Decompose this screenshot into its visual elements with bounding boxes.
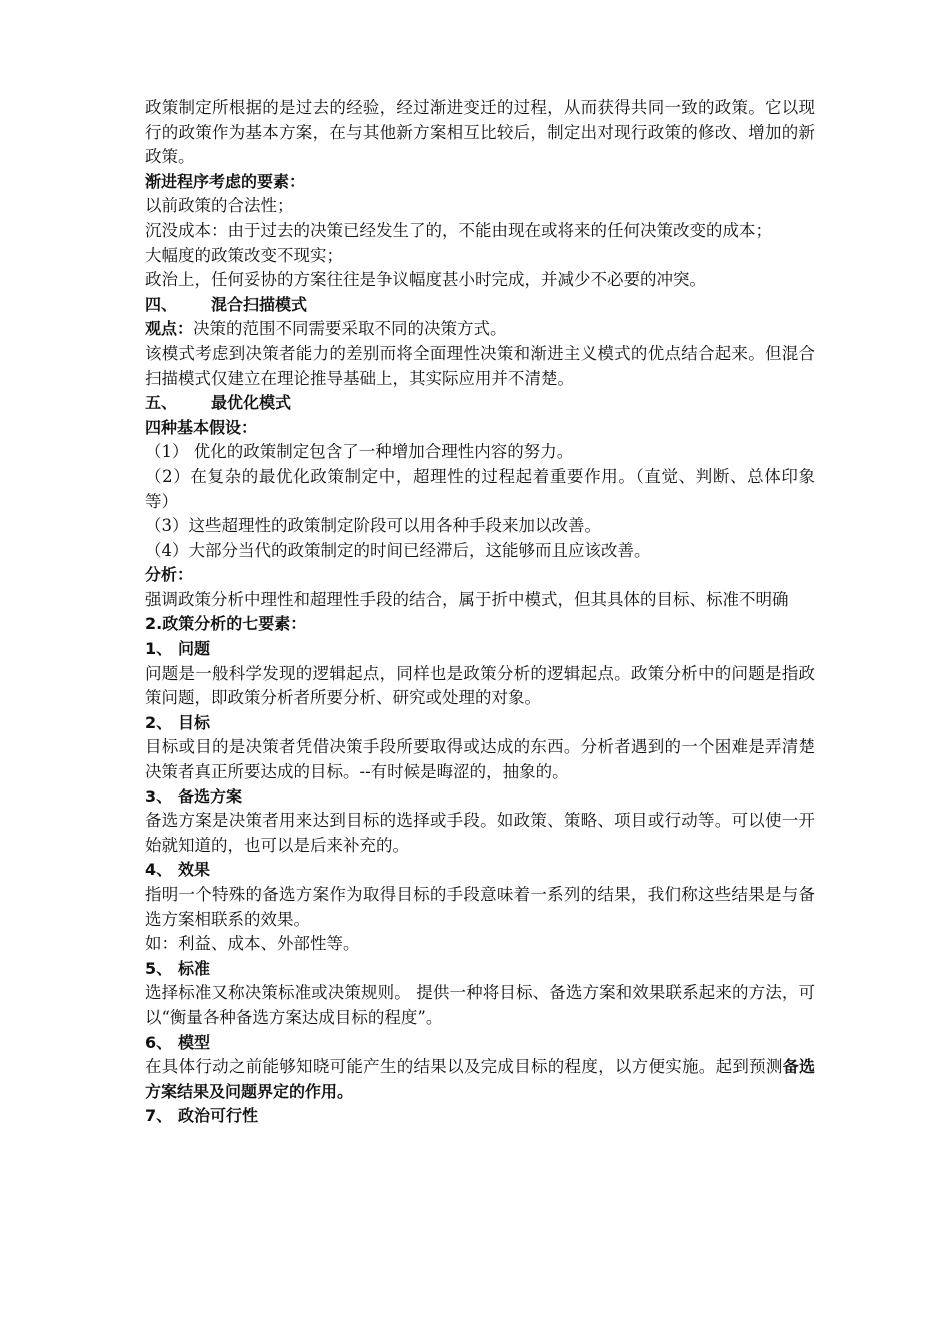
element-heading-problem xyxy=(145,637,815,662)
element-number: 5、 xyxy=(145,958,173,978)
element-heading-effects xyxy=(145,858,815,883)
factor-political-compromise: 政治上，任何妥协的方案往往是争议幅度甚小时完成，并减少不必要的冲突。 xyxy=(145,270,706,290)
element-number: 7、 xyxy=(145,1106,173,1126)
paragraph-incremental-intro: 政策制定所根据的是过去的经验，经过渐进变迁的过程，从而获得共同一致的政策。它以现行的政策作为基本方案，在与其他新方案相互比较后，制定出对现行政策的修改、增加的新政策。 xyxy=(145,98,815,167)
element-title: 政治可行性 xyxy=(178,1106,259,1126)
assumption-1: （1） 优化的政策制定包含了一种增加合理性内容的努力。 xyxy=(145,442,574,462)
element-title: 标准 xyxy=(178,958,211,978)
section-heading-mixed-scanning xyxy=(145,293,815,318)
heading-incremental-factors: 渐进程序考虑的要素： xyxy=(145,171,306,191)
viewpoint-text: 决策的范围不同需要采取不同的决策方式。 xyxy=(193,319,507,339)
element-number: 3、 xyxy=(145,786,173,806)
element-text-model xyxy=(145,1055,815,1104)
paragraph-mixed-scanning: 该模式考虑到决策者能力的差别而将全面理性决策和渐进主义模式的优点结合起来。但混合扫描模式仅建立在理论推导基础上，其实际应用并不清楚。 xyxy=(145,343,815,388)
element-text-effects: 指明一个特殊的备选方案作为取得目标的手段意味着一系列的结果，我们称这些结果是与备选方案相联系的效果。 xyxy=(145,885,815,929)
element-title: 目标 xyxy=(178,712,211,732)
element-heading-alternatives xyxy=(145,785,815,810)
section-number: 四、 xyxy=(145,294,178,314)
element-title: 效果 xyxy=(178,860,211,880)
factor-legitimacy: 以前政策的合法性； xyxy=(145,196,294,216)
element-text-model-plain: 在具体行动之前能够知晓可能产生的结果以及完成目标的程度，以方便实施。起到预测 xyxy=(145,1057,783,1077)
section-heading-optimal-model xyxy=(145,391,815,416)
heading-analysis: 分析： xyxy=(145,565,194,585)
element-text-goal: 目标或目的是决策者凭借决策手段所要取得或达成的东西。分析者遇到的一个困难是弄清楚决策者真正所要达成的目标。--有时候是晦涩的，抽象的。 xyxy=(145,737,815,782)
heading-seven-elements: 2.政策分析的七要素： xyxy=(145,614,307,634)
element-title: 模型 xyxy=(178,1032,211,1052)
assumption-2: （2）在复杂的最优化政策制定中，超理性的过程起着重要作用。（直觉、判断、总体印象等） xyxy=(145,466,815,511)
element-text-model-bold: 备选方案结果及问题界定的作用。 xyxy=(145,1057,815,1101)
factor-drastic-change: 大幅度的政策改变不现实； xyxy=(145,245,343,265)
element-number: 1、 xyxy=(145,639,173,659)
factor-sunk-cost: 沉没成本：由于过去的决策已经发生了的，不能由现在或将来的任何决策改变的成本； xyxy=(145,220,772,240)
element-text-alternatives: 备选方案是决策者用来达到目标的选择或手段。如政策、策略、项目或行动等。可以使一开始就知道的，也可以是后来补充的。 xyxy=(145,811,815,855)
element-text-problem: 问题是一般科学发现的逻辑起点，同样也是政策分析的逻辑起点。政策分析中的问题是指政策问题，即政策分析者所要分析、研究或处理的对象。 xyxy=(145,663,815,708)
element-title: 问题 xyxy=(178,639,211,659)
section-title: 最优化模式 xyxy=(211,393,292,413)
element-heading-political-feasibility xyxy=(145,1104,815,1129)
section-title: 混合扫描模式 xyxy=(211,294,308,314)
paragraph-analysis: 强调政策分析中理性和超理性手段的结合，属于折中模式，但其具体的目标、标准不明确 xyxy=(145,589,789,609)
element-heading-goal xyxy=(145,711,815,736)
assumption-3: （3）这些超理性的政策制定阶段可以用各种手段来加以改善。 xyxy=(145,516,601,536)
element-number: 6、 xyxy=(145,1032,173,1052)
viewpoint-label: 观点： xyxy=(145,319,194,339)
element-heading-model xyxy=(145,1031,815,1056)
element-text-criteria: 选择标准又称决策标准或决策规则。 提供一种将目标、备选方案和效果联系起来的方法，可以“衡量各种备选方案达成目标的程度”。 xyxy=(145,983,815,1027)
element-text-effects-examples: 如：利益、成本、外部性等。 xyxy=(145,934,360,954)
element-title: 备选方案 xyxy=(178,786,243,806)
element-number: 2、 xyxy=(145,712,173,732)
heading-four-assumptions: 四种基本假设： xyxy=(145,417,258,437)
document-page xyxy=(145,96,815,1129)
paragraph-viewpoint xyxy=(145,317,815,342)
section-number: 五、 xyxy=(145,393,178,413)
assumption-4: （4）大部分当代的政策制定的时间已经滞后，这能够而且应该改善。 xyxy=(145,540,651,560)
element-number: 4、 xyxy=(145,860,173,880)
element-heading-criteria xyxy=(145,957,815,982)
